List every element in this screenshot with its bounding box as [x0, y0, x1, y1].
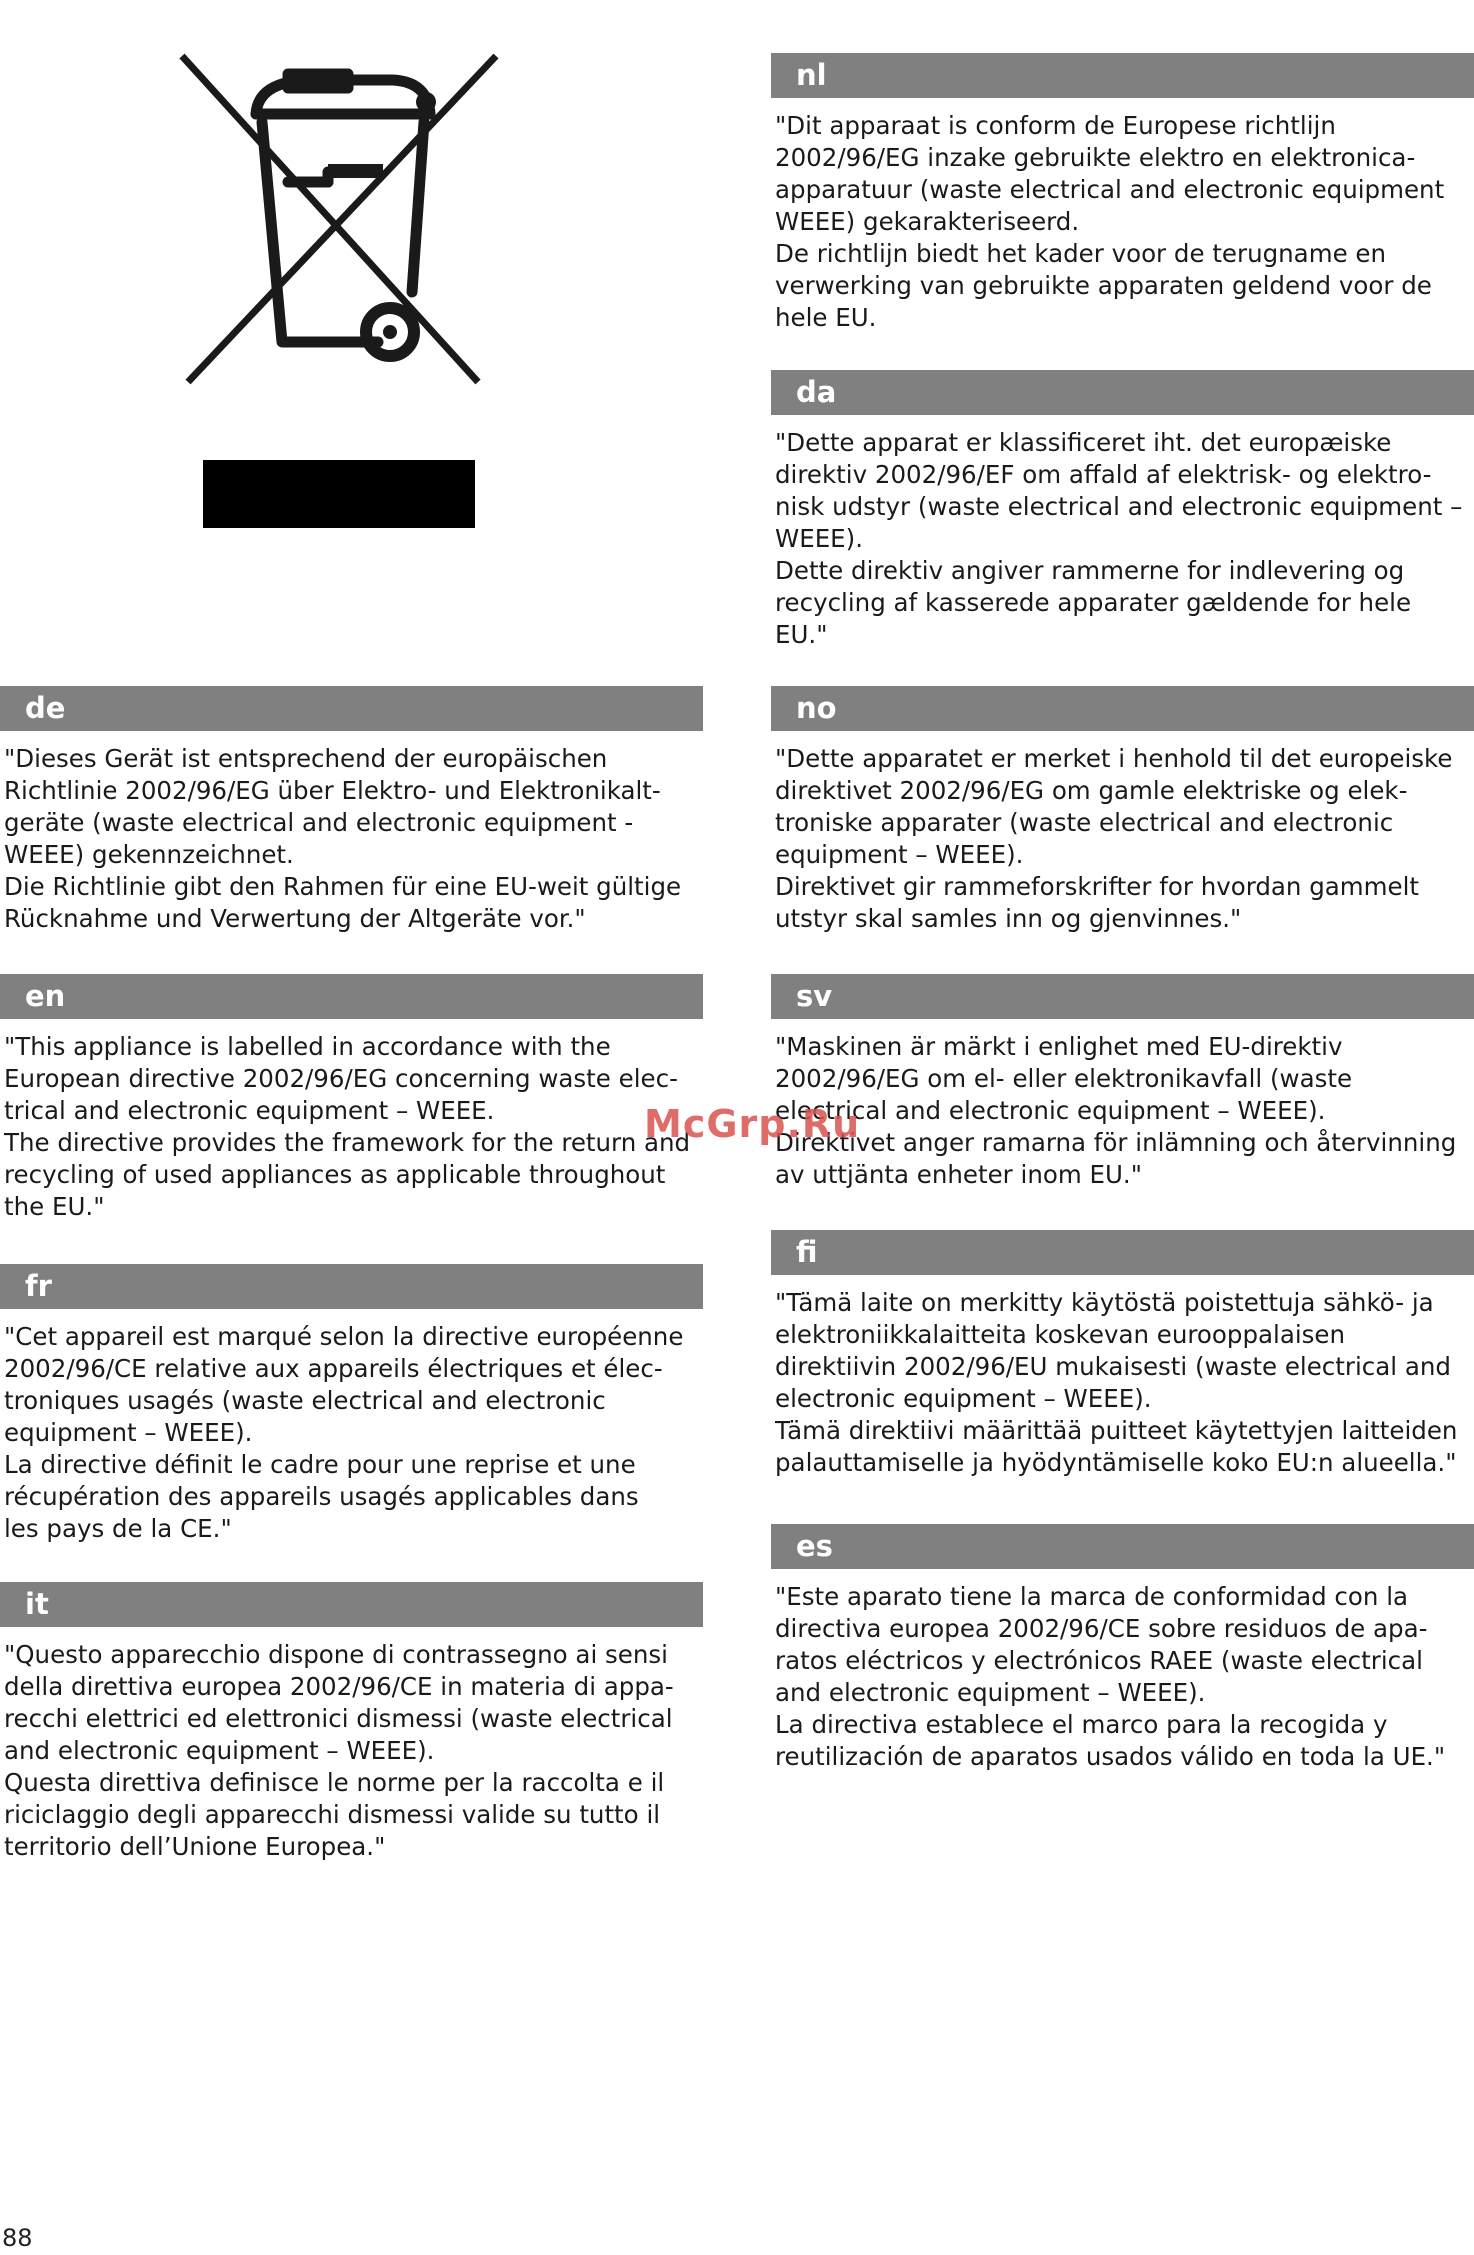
section-es: [771, 1524, 1474, 1773]
section-it-header: it: [0, 1582, 703, 1627]
section-en-paragraph-1: "This appliance is labelled in accordance with the European directive 2002/96/EG concerning waste elec- trical and electronic equipment – WEEE.: [4, 1032, 678, 1125]
section-en-paragraph-2: The directive provides the framework for the return and recycling of used appliances as applicable throughout the EU.": [4, 1128, 691, 1221]
section-da-header: da: [771, 370, 1474, 415]
section-de-text: [0, 743, 703, 935]
section-no-paragraph-2: Direktivet gir rammeforskrifter for hvordan gammelt utstyr skal samles inn og gjenvinnes.": [775, 872, 1420, 933]
section-it: [0, 1582, 703, 1863]
section-fi-paragraph-2: Tämä direktiivi määrittää puitteet käytettyjen laitteiden palauttamiselle ja hyödyntämiselle koko EU:n alueella.": [775, 1416, 1458, 1477]
section-no-header: no: [771, 686, 1474, 731]
section-fi-text: [771, 1287, 1474, 1479]
section-es-paragraph-1: "Este aparato tiene la marca de conformidad con la directiva europea 2002/96/CE sobre residuos de apa- ratos eléctricos y electrónicos RAEE (waste electrical and electronic equipment – WEEE).: [775, 1582, 1428, 1707]
section-nl-paragraph-1: "Dit apparaat is conform de Europese richtlijn 2002/96/EG inzake gebruikte elektro en elektronica- apparatuur (waste electrical and electronic equipment WEEE) gekarakteriseerd.: [775, 111, 1445, 236]
section-da-paragraph-2: Dette direktiv angiver rammerne for indlevering og recycling af kasserede apparater gældende for hele EU.": [775, 556, 1412, 649]
section-sv-paragraph-2: Direktivet anger ramarna för inlämning och återvinning av uttjänta enheter inom EU.": [775, 1128, 1457, 1189]
section-fr-text: [0, 1321, 703, 1545]
section-no-text: [771, 743, 1474, 935]
section-fi: [771, 1230, 1474, 1479]
section-da: [771, 370, 1474, 651]
section-nl-text: [771, 110, 1474, 334]
section-da-text: [771, 427, 1474, 651]
section-no-paragraph-1: "Dette apparatet er merket i henhold til det europeiske direktivet 2002/96/EG om gamle elektriske og elek- troniske apparater (waste electrical and electronic equipment – WEEE).: [775, 744, 1453, 869]
section-nl: [771, 53, 1474, 334]
section-de: [0, 686, 703, 935]
section-nl-header: nl: [771, 53, 1474, 98]
section-en: [0, 974, 703, 1223]
section-en-text: [0, 1031, 703, 1223]
section-sv-header: sv: [771, 974, 1474, 1019]
black-marking-bar: [203, 460, 475, 528]
section-da-paragraph-1: "Dette apparat er klassificeret iht. det europæiske direktiv 2002/96/EF om affald af elektrisk- og elektro- nisk udstyr (waste electrical and electronic equipment – WEEE).: [775, 428, 1463, 553]
section-es-header: es: [771, 1524, 1474, 1569]
section-fr: [0, 1264, 703, 1545]
section-it-text: [0, 1639, 703, 1863]
section-es-paragraph-2: La directiva establece el marco para la recogida y reutilización de aparatos usados válido en toda la UE.": [775, 1710, 1446, 1771]
section-nl-paragraph-2: De richtlijn biedt het kader voor de terugname en verwerking van gebruikte apparaten geldend voor de hele EU.: [775, 239, 1432, 332]
weee-crossed-bin-icon: [178, 52, 500, 387]
section-it-paragraph-1: "Questo apparecchio dispone di contrassegno ai sensi della direttiva europea 2002/96/CE in materia di appa- recchi elettrici ed elettronici dismessi (waste electrical and electronic equipment – WEEE).: [4, 1640, 674, 1765]
section-en-header: en: [0, 974, 703, 1019]
section-sv: [771, 974, 1474, 1191]
section-es-text: [771, 1581, 1474, 1773]
section-fi-paragraph-1: "Tämä laite on merkitty käytöstä poistettuja sähkö- ja elektroniikkalaitteita koskevan eurooppalaisen direktiivin 2002/96/EU mukaisesti (waste electrical and electronic equipment – WEEE).: [775, 1288, 1451, 1413]
section-sv-paragraph-1: "Maskinen är märkt i enlighet med EU-direktiv 2002/96/EG om el- eller elektronikavfall (waste electrical and electronic equipment – WEEE).: [775, 1032, 1353, 1125]
section-no: [771, 686, 1474, 935]
section-it-paragraph-2: Questa direttiva definisce le norme per la raccolta e il riciclaggio degli apparecchi dismessi valide su tutto il territorio dell’Unione Europea.": [4, 1768, 665, 1861]
section-de-paragraph-1: "Dieses Gerät ist entsprechend der europäischen Richtlinie 2002/96/EG über Elektro- und Elektronikalt- geräte (waste electrical and electronic equipment - WEEE) gekennzeichnet.: [4, 744, 661, 869]
section-fi-header: fi: [771, 1230, 1474, 1275]
section-de-paragraph-2: Die Richtlinie gibt den Rahmen für eine EU-weit gültige Rücknahme und Verwertung der Altgeräte vor.": [4, 872, 682, 933]
section-de-header: de: [0, 686, 703, 731]
section-fr-paragraph-2: La directive définit le cadre pour une reprise et une récupération des appareils usagés applicables dans les pays de la CE.": [4, 1450, 639, 1543]
section-sv-text: [771, 1031, 1474, 1191]
watermark: McGrp.Ru: [644, 1102, 861, 1146]
section-fr-header: fr: [0, 1264, 703, 1309]
page-number: 88: [2, 2224, 33, 2252]
section-fr-paragraph-1: "Cet appareil est marqué selon la directive européenne 2002/96/CE relative aux appareils électriques et élec- troniques usagés (waste electrical and electronic equipment – WEEE).: [4, 1322, 684, 1447]
